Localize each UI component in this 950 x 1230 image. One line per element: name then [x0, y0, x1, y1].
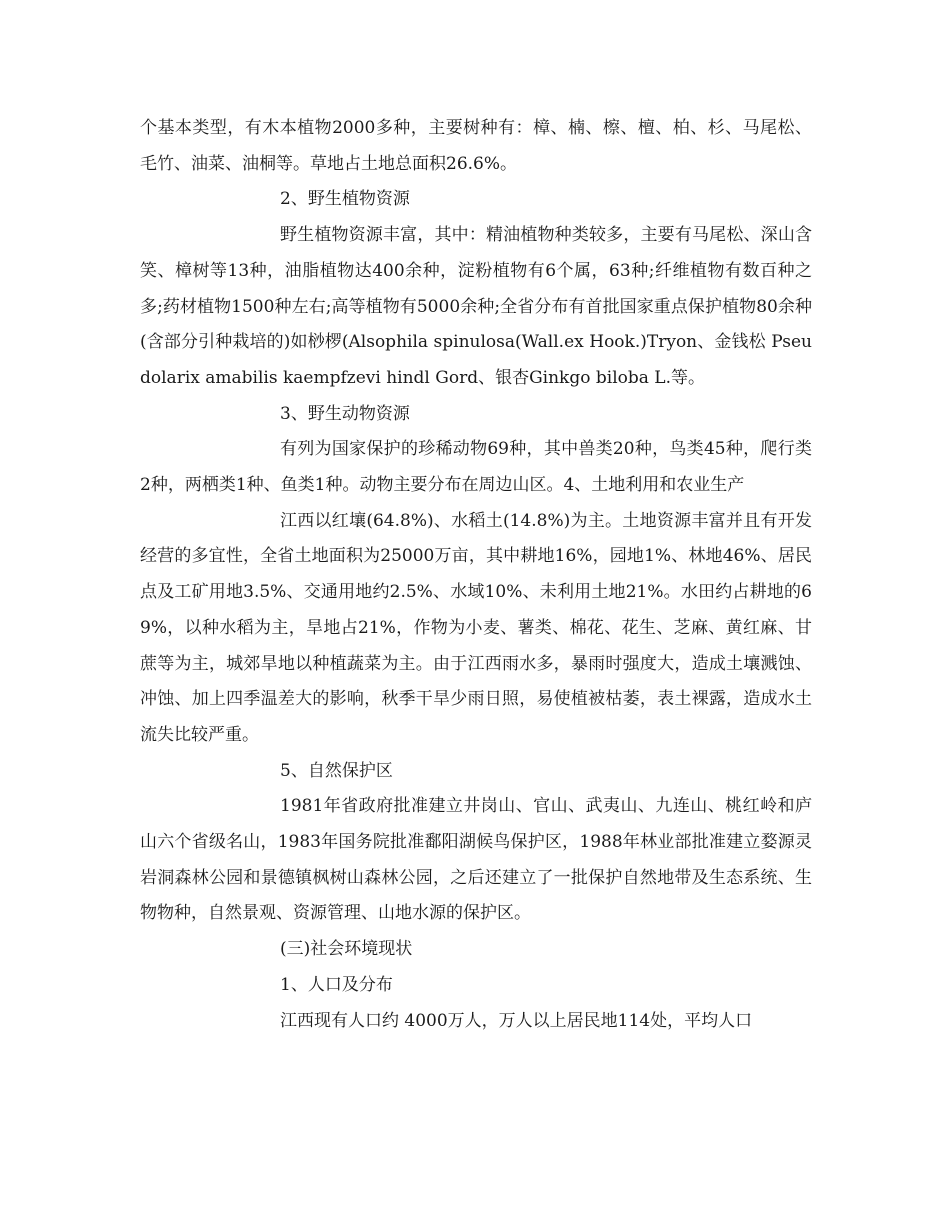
paragraph-vegetation-types: 个基本类型，有木本植物2000多种，主要树种有：樟、楠、檫、檀、柏、杉、马尾松、毛竹、油菜、油桐等。草地占土地总面积26.6%。 — [140, 118, 812, 174]
heading-wild-animal-resources: 3、野生动物资源 — [280, 403, 410, 424]
heading-population: 1、人口及分布 — [280, 974, 393, 995]
paragraph-nature-reserves: 1981年省政府批准建立井岗山、官山、武夷山、九连山、桃红岭和庐山六个省级名山，1983年国务院批准鄱阳湖候鸟保护区，1988年林业部批准建立婺源灵岩洞森林公园和景德镇枫树山森林公园，之后还建立了一批保护自然地带及生态系统、生物物种，自然景观、资源管理、山地水源的保护区。 — [140, 796, 812, 924]
paragraph-wild-animal-resources: 有列为国家保护的珍稀动物69种，其中兽类20种，鸟类45种，爬行类2种，两栖类1种、鱼类1种。动物主要分布在周边山区。4、土地利用和农业生产 — [140, 439, 812, 496]
heading-wild-plant-resources: 2、野生植物资源 — [280, 189, 410, 210]
paragraph-land-use: 江西以红壤(64.8%)、水稻土(14.8%)为主。土地资源丰富并且有开发经营的多宜性，全省土地面积为25000万亩，其中耕地16%，园地1%、林地46%、居民点及工矿用地3.5%、交通用地约2.5%、水域10%、未利用土地21%。水田约占耕地的69%，以种水稻为主，旱地占21%，作物为小麦、薯类、棉花、花生、芝麻、黄红麻、甘蔗等为主，城郊旱地以种植蔬菜为主。由于江西雨水多，暴雨时强度大，造成土壤溅蚀、冲蚀、加上四季温差大的影响，秋季干旱少雨日照，易使植被枯萎，表土裸露，造成水土流失比较严重。 — [140, 510, 812, 745]
heading-nature-reserves: 5、自然保护区 — [280, 760, 393, 781]
heading-social-environment: (三)社会环境现状 — [280, 939, 413, 960]
document-body — [140, 111, 812, 1039]
paragraph-wild-plant-resources: 野生植物资源丰富，其中：精油植物种类较多，主要有马尾松、深山含笑、樟树等13种，油脂植物达400余种，淀粉植物有6个属，63种;纤维植物有数百种之多;药材植物1500种左右;高等植物有5000余种;全省分布有首批国家重点保护植物80余种(含部分引种栽培的)如桫椤(Alsophila spinulosa(Wall.ex Hook.)Tryon、金钱松 Pseudolarix amabilis kaempfzevi hindl Gord、银杏Ginkgo biloba L.等。 — [140, 225, 812, 388]
paragraph-population: 江西现有人口约 4000万人，万人以上居民地114处，平均人口 — [280, 1010, 753, 1031]
